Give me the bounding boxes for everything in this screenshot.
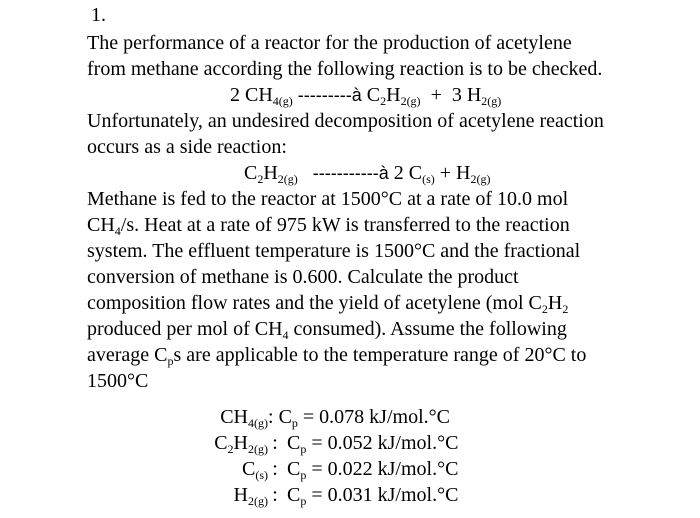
- intro-line-2: from methane according the following reaction is to be checked.: [87, 58, 603, 80]
- reaction-2-reactant: C: [244, 162, 258, 184]
- body-line-6: [87, 316, 567, 342]
- reaction-2-reactant-h: H: [263, 162, 278, 184]
- cp-species-sub-1: 2: [227, 442, 234, 456]
- body-line-1: Methane is fed to the reactor at 1500°C at a rate of 10.0 mol: [87, 188, 569, 210]
- reaction-2-reactant-sub-1: 2: [257, 172, 264, 186]
- reaction-2-product-2: + H: [439, 162, 471, 184]
- cp-species-h: H: [233, 432, 248, 454]
- cp-value: = 0.031 kJ/mol.°C: [306, 484, 459, 506]
- reaction-1-product-1: C: [366, 84, 381, 106]
- reaction-1-product-1-h: H: [386, 84, 401, 106]
- body-line-2-ch: CH: [87, 214, 115, 236]
- reaction-2-product-2-sub: 2(g): [470, 172, 491, 186]
- cp-species-sub: 2(g): [248, 494, 268, 508]
- cp-separator: :: [272, 484, 278, 506]
- cp-symbol: C: [287, 432, 301, 454]
- body-line-5-text: composition flow rates and the yield of acetylene (mol C: [87, 292, 542, 314]
- problem-number: 1.: [91, 4, 106, 26]
- body-line-7-sub: p: [167, 354, 174, 368]
- cp-symbol-sub: p: [291, 416, 298, 430]
- body-line-6-rest: consumed). Assume the following: [288, 318, 567, 340]
- reaction-1-arrow: ---------à: [297, 85, 362, 105]
- cp-row-h2: [180, 482, 458, 508]
- body-line-2-sub: 4: [114, 224, 121, 238]
- cp-species-sub-2: 2(g): [248, 442, 268, 456]
- body-line-2: [87, 212, 570, 238]
- cp-species: C: [241, 458, 256, 480]
- body-line-6-text: produced per mol of CH: [87, 318, 283, 340]
- reaction-1-product-1-sub-2: 2(g): [400, 94, 421, 108]
- cp-species-sub: 4(g): [248, 416, 268, 430]
- body-line-5-sub-2: 2: [562, 302, 569, 316]
- body-line-7-text: average C: [87, 344, 168, 366]
- body-line-5: [87, 290, 568, 316]
- reaction-2-product-1: 2 C: [393, 162, 423, 184]
- reaction-1-product-1-sub-1: 2: [380, 94, 387, 108]
- reaction-2-reactant-sub-2: 2(g): [277, 172, 298, 186]
- body-line-2-rest: /s. Heat at a rate of 975 kW is transferred to the reaction: [120, 214, 570, 236]
- cp-symbol-sub: p: [300, 468, 307, 482]
- side-intro-line-1: Unfortunately, an undesired decomposition of acetylene reaction: [87, 110, 604, 132]
- cp-value: = 0.078 kJ/mol.°C: [297, 406, 450, 428]
- cp-species: H: [233, 484, 248, 506]
- reaction-1-product-2: H: [466, 84, 482, 106]
- cp-species-sub: (s): [255, 468, 268, 482]
- cp-row-c2h2: [162, 430, 458, 456]
- body-line-6-sub: 4: [282, 328, 289, 342]
- cp-row-ch4: [178, 404, 450, 430]
- cp-symbol-sub: p: [300, 494, 307, 508]
- cp-species: C: [214, 432, 228, 454]
- cp-separator: :: [272, 432, 278, 454]
- body-line-4: conversion of methane is 0.600. Calculate the product: [87, 266, 519, 288]
- cp-value: = 0.052 kJ/mol.°C: [306, 432, 459, 454]
- reaction-2: [244, 160, 491, 186]
- cp-separator: :: [268, 406, 274, 428]
- reaction-1-reactant: 2 CH: [230, 84, 273, 106]
- intro-line-1: The performance of a reactor for the production of acetylene: [87, 32, 572, 54]
- cp-species: CH: [220, 406, 248, 428]
- cp-value: = 0.022 kJ/mol.°C: [306, 458, 459, 480]
- body-line-5-h: H: [547, 292, 563, 314]
- cp-symbol: C: [287, 484, 301, 506]
- reaction-1-product-2-sub: 2(g): [481, 94, 502, 108]
- reaction-1: [230, 82, 501, 108]
- cp-symbol: C: [287, 458, 301, 480]
- body-line-7: [87, 342, 586, 368]
- body-line-3: system. The effluent temperature is 1500°C and the fractional: [87, 240, 581, 262]
- body-line-5-sub-1: 2: [541, 302, 548, 316]
- body-line-8: 1500°C: [87, 370, 149, 392]
- reaction-2-product-1-sub: (s): [422, 172, 435, 186]
- reaction-2-arrow: -----------à: [312, 163, 389, 183]
- side-intro-line-2: occurs as a side reaction:: [87, 136, 287, 158]
- body-line-7-rest: s are applicable to the temperature range of 20°C to: [173, 344, 587, 366]
- reaction-1-plus: +: [430, 84, 442, 106]
- reaction-1-product-2-coef: 3: [451, 84, 462, 106]
- cp-row-c: [196, 456, 458, 482]
- reaction-1-reactant-sub: 4(g): [272, 94, 293, 108]
- cp-separator: :: [272, 458, 278, 480]
- cp-symbol-sub: p: [300, 442, 307, 456]
- cp-symbol: C: [278, 406, 292, 428]
